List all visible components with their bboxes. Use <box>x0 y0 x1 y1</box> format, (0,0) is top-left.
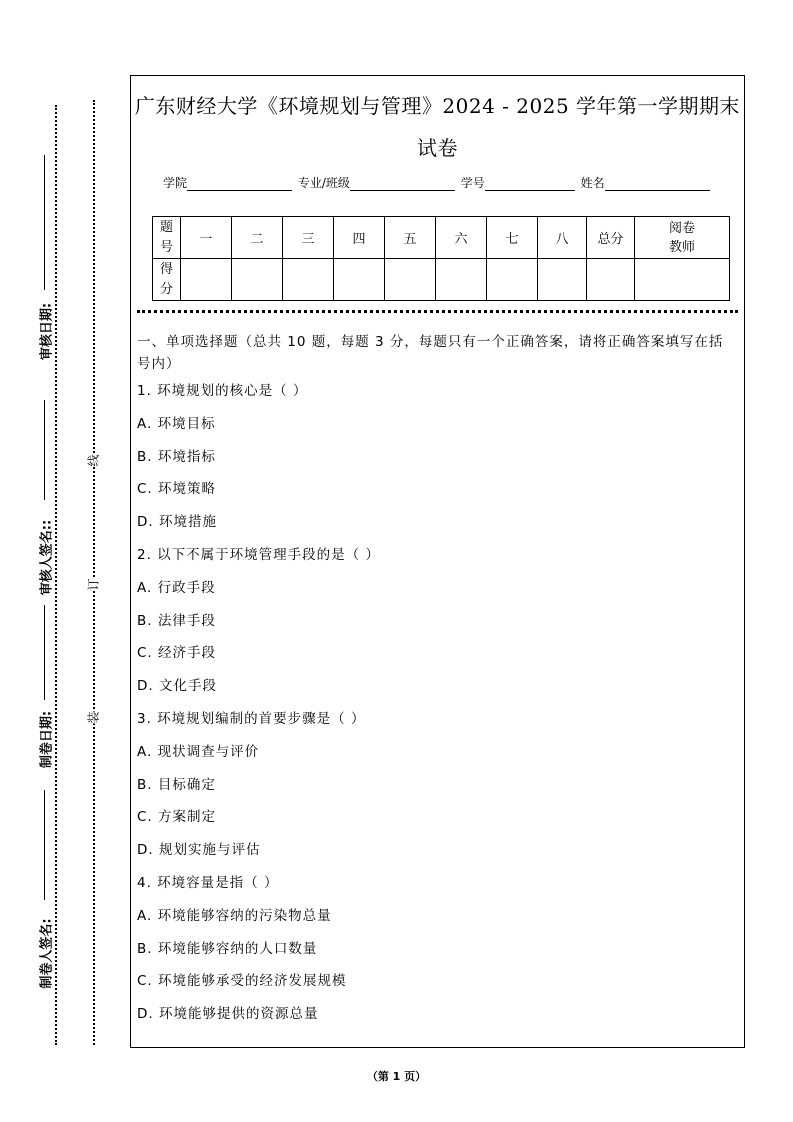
question-4-option-d: D. 环境能够提供的资源总量 <box>137 1006 319 1023</box>
maker-sign-label: 制卷人签名: <box>39 918 55 989</box>
score-cell[interactable] <box>487 259 538 301</box>
question-1-option-a: A. 环境目标 <box>137 415 216 432</box>
score-cell[interactable] <box>385 259 436 301</box>
question-2-option-d: D. 文化手段 <box>137 678 217 695</box>
score-table-score-row <box>153 259 730 301</box>
score-cell[interactable] <box>538 259 587 301</box>
maker-date-blank <box>44 605 45 700</box>
question-3-option-b: B. 目标确定 <box>137 776 216 793</box>
score-table <box>152 216 730 301</box>
maker-date-label: 制卷日期: <box>39 710 55 769</box>
question-3-option-a: A. 现状调查与评价 <box>137 743 260 760</box>
score-cell[interactable] <box>181 259 232 301</box>
score-cell-total[interactable] <box>587 259 635 301</box>
exam-frame <box>130 75 745 1048</box>
question-number-label: 题 号 <box>153 217 181 259</box>
question-1-option-b: B. 环境指标 <box>137 448 216 465</box>
college-field[interactable] <box>187 178 292 191</box>
score-label: 得 分 <box>153 259 181 301</box>
question-2-option-a: A. 行政手段 <box>137 579 216 596</box>
col-5: 五 <box>385 217 436 259</box>
name-label: 姓名 <box>580 176 605 190</box>
score-cell[interactable] <box>334 259 385 301</box>
review-date-label: 审核日期: <box>39 302 55 361</box>
score-cell[interactable] <box>283 259 334 301</box>
question-2-option-c: C. 经济手段 <box>137 645 217 662</box>
reviewer-sign-label: 审核人签名:: <box>39 519 55 596</box>
col-3: 三 <box>283 217 334 259</box>
col-4: 四 <box>334 217 385 259</box>
col-total: 总分 <box>587 217 635 259</box>
col-7: 七 <box>487 217 538 259</box>
question-4-option-c: C. 环境能够承受的经济发展规模 <box>137 973 347 990</box>
binding-dotted-line-outer <box>55 105 57 1045</box>
student-id-label: 学号 <box>460 176 485 190</box>
header-separator <box>137 310 738 313</box>
name-field[interactable] <box>605 178 710 191</box>
question-1-option-d: D. 环境措施 <box>137 514 217 531</box>
section-1 <box>137 331 736 1037</box>
exam-title-line2: 试卷 <box>417 136 458 160</box>
question-3-option-c: C. 方案制定 <box>137 809 217 826</box>
page-number: （第 1 页） <box>366 1070 427 1083</box>
binding-ding-char: 订 <box>83 578 104 590</box>
maker-sign-blank <box>44 790 45 900</box>
review-date-blank <box>44 155 45 290</box>
col-6: 六 <box>436 217 487 259</box>
section-1-heading: 一、单项选择题（总共 10 题，每题 3 分，每题只有一个正确答案，请将正确答案填写在括号内） <box>137 334 724 372</box>
grader-label: 阅卷 教师 <box>635 217 730 259</box>
binding-zhuang-char: 装 <box>83 711 104 723</box>
question-4-option-a: A. 环境能够容纳的污染物总量 <box>137 907 332 924</box>
score-cell[interactable] <box>436 259 487 301</box>
col-1: 一 <box>181 217 232 259</box>
student-id-field[interactable] <box>485 178 575 191</box>
question-1-option-c: C. 环境策略 <box>137 481 217 498</box>
question-4-option-b: B. 环境能够容纳的人口数量 <box>137 940 318 957</box>
binding-dotted-line-inner <box>93 100 95 1045</box>
major-class-field[interactable] <box>350 178 455 191</box>
score-table-header-row <box>153 217 730 259</box>
col-8: 八 <box>538 217 587 259</box>
question-3-option-d: D. 规划实施与评估 <box>137 842 261 859</box>
student-info-row <box>163 174 712 191</box>
col-2: 二 <box>232 217 283 259</box>
major-class-label: 专业/班级 <box>297 176 350 190</box>
question-4-stem: 4. 环境容量是指（ ） <box>137 874 279 891</box>
exam-title-line1: 广东财经大学《环境规划与管理》2024 - 2025 学年第一学期期末 <box>134 94 741 118</box>
question-1-stem: 1. 环境规划的核心是（ ） <box>137 383 308 399</box>
question-2-option-b: B. 法律手段 <box>137 612 216 629</box>
college-label: 学院 <box>163 176 188 190</box>
question-3-stem: 3. 环境规划编制的首要步骤是（ ） <box>137 710 366 727</box>
question-2-stem: 2. 以下不属于环境管理手段的是（ ） <box>137 546 380 563</box>
binding-line-char: 线 <box>83 454 104 466</box>
score-cell[interactable] <box>232 259 283 301</box>
grader-cell[interactable] <box>635 259 730 301</box>
reviewer-sign-blank <box>44 400 45 500</box>
